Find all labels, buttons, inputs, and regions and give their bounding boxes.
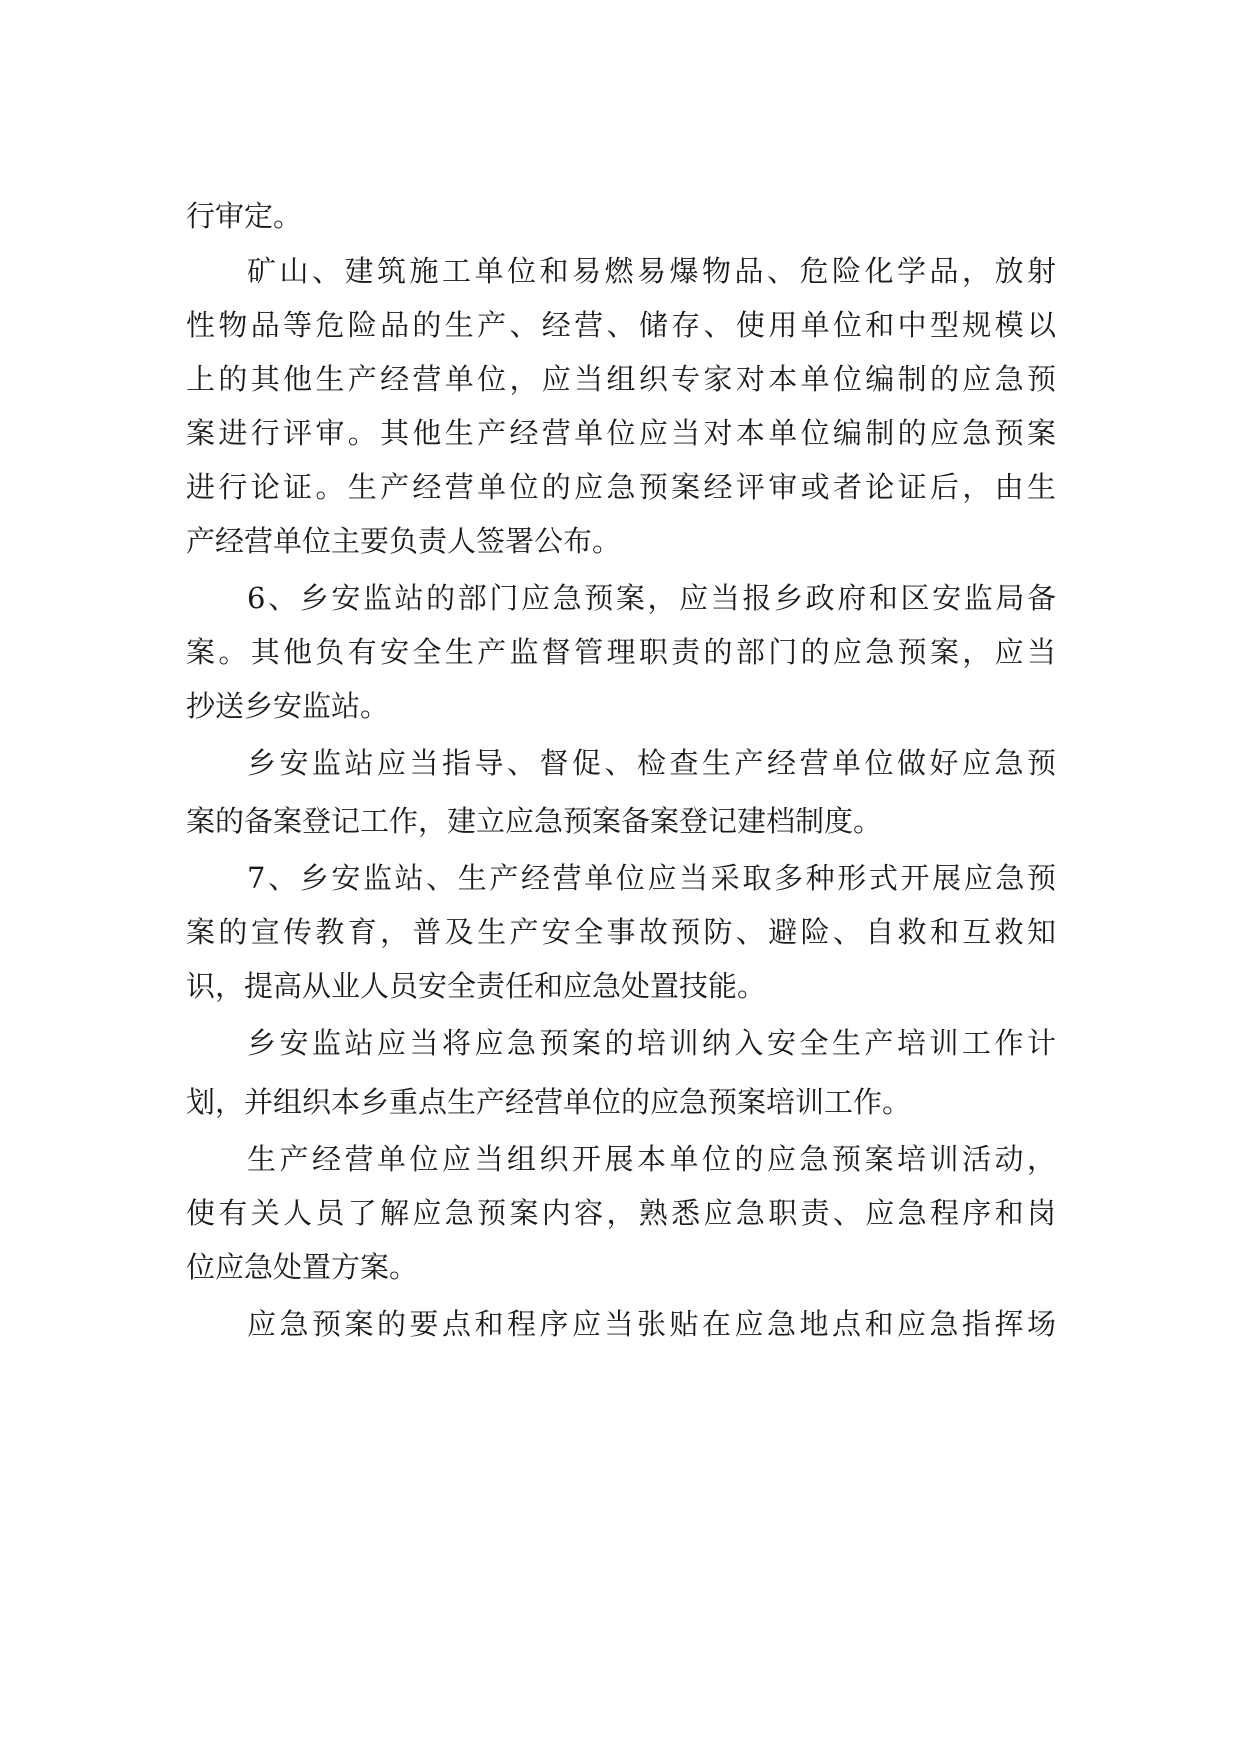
text-line-1: 行审定。 <box>186 199 303 233</box>
text-line-21: 应急预案的要点和程序应当张贴在应急地点和应急指挥场 <box>247 1307 1056 1341</box>
text-line-6: 进行论证。生产经营单位的应急预案经评审或者论证后，由生 <box>186 470 1056 504</box>
text-line-5: 案进行评审。其他生产经营单位应当对本单位编制的应急预案 <box>186 416 1056 450</box>
text-line-15: 识，提高从业人员安全责任和应急处置技能。 <box>186 969 767 1003</box>
text-line-16: 乡安监站应当将应急预案的培训纳入安全生产培训工作计 <box>247 1026 1056 1060</box>
text-line-12: 案的备案登记工作，建立应急预案备案登记建档制度。 <box>186 804 883 838</box>
text-line-8: 6、乡安监站的部门应急预案，应当报乡政府和区安监局备 <box>247 581 1056 615</box>
text-line-10: 抄送乡安监站。 <box>186 689 390 723</box>
text-line-11: 乡安监站应当指导、督促、检查生产经营单位做好应急预 <box>247 746 1056 780</box>
text-line-19: 使有关人员了解应急预案内容，熟悉应急职责、应急程序和岗 <box>186 1196 1056 1230</box>
text-line-9: 案。其他负有安全生产监督管理职责的部门的应急预案，应当 <box>186 635 1056 669</box>
text-line-13: 7、乡安监站、生产经营单位应当采取多种形式开展应急预 <box>247 861 1056 895</box>
text-line-17: 划，并组织本乡重点生产经营单位的应急预案培训工作。 <box>186 1085 912 1119</box>
text-line-14: 案的宣传教育，普及生产安全事故预防、避险、自救和互救知 <box>186 915 1056 949</box>
text-line-18: 生产经营单位应当组织开展本单位的应急预案培训活动， <box>247 1142 1056 1176</box>
text-line-2: 矿山、建筑施工单位和易燃易爆物品、危险化学品，放射 <box>247 254 1056 288</box>
text-line-20: 位应急处置方案。 <box>186 1250 419 1284</box>
text-line-4: 上的其他生产经营单位，应当组织专家对本单位编制的应急预 <box>186 362 1056 396</box>
text-line-3: 性物品等危险品的生产、经营、储存、使用单位和中型规模以 <box>186 308 1056 342</box>
text-line-7: 产经营单位主要负责人签署公布。 <box>186 524 622 558</box>
